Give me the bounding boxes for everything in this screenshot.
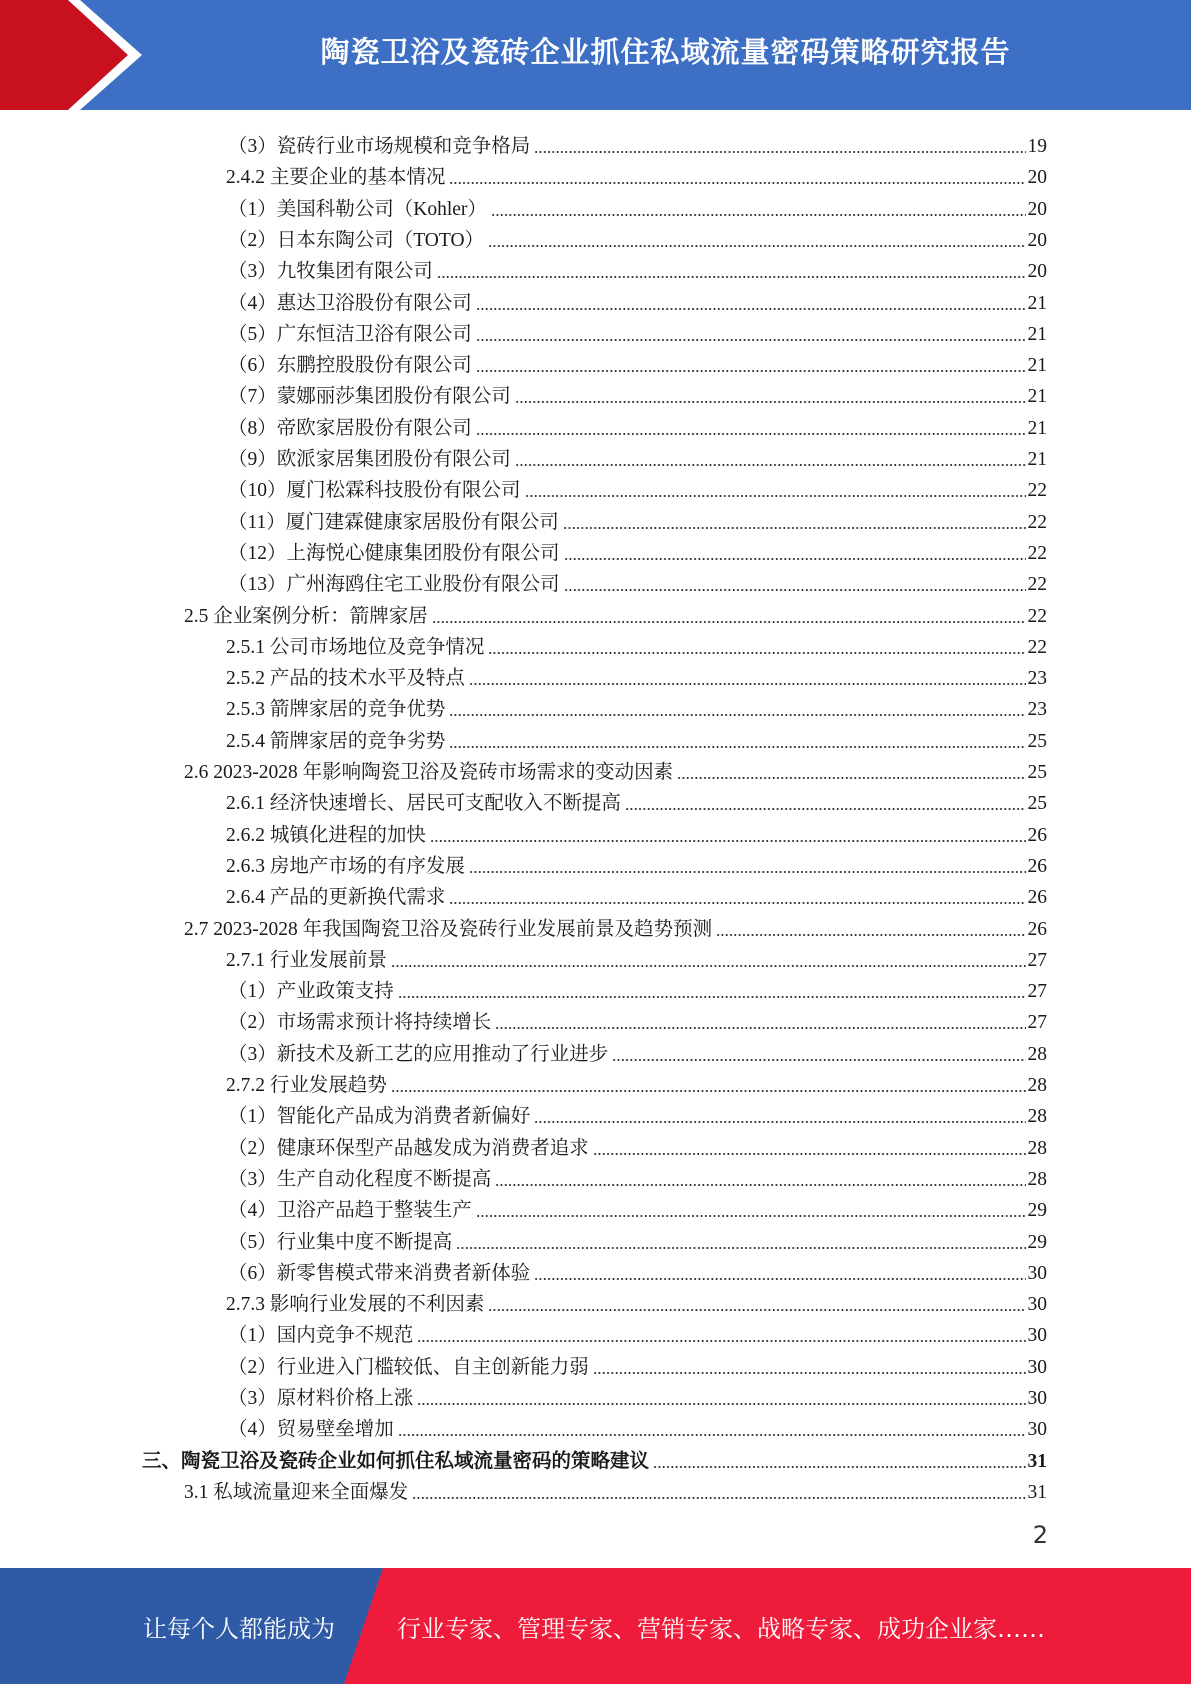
toc-entry-title: 2.5.1 公司市场地位及竞争情况 — [226, 636, 485, 658]
toc-dot-leader — [476, 307, 1026, 311]
toc-entry-title: （5）行业集中度不断提高 — [228, 1231, 453, 1253]
toc-entry-title: （1）美国科勒公司（Kohler） — [228, 198, 487, 220]
toc-dot-leader — [488, 651, 1025, 655]
toc-entry-page: 26 — [1027, 855, 1047, 877]
toc-entry-title: 3.1 私域流量迎来全面爆发 — [184, 1481, 409, 1503]
toc-entry[interactable] — [228, 1255, 1047, 1286]
toc-entry[interactable] — [226, 159, 1047, 190]
toc-entry[interactable] — [228, 347, 1047, 378]
toc-entry-page: 20 — [1027, 198, 1047, 220]
toc-dot-leader — [716, 933, 1025, 937]
toc-entry[interactable] — [228, 253, 1047, 284]
toc-entry-page: 29 — [1027, 1231, 1047, 1253]
toc-entry[interactable] — [228, 410, 1047, 441]
toc-entry-page: 21 — [1027, 449, 1047, 470]
toc-dot-leader — [417, 1402, 1025, 1406]
toc-entry-page: 30 — [1027, 1325, 1047, 1347]
toc-entry-title: （3）瓷砖行业市场规模和竞争格局 — [228, 136, 531, 157]
toc-entry[interactable] — [226, 785, 1047, 816]
toc-entry-page: 22 — [1027, 511, 1047, 533]
toc-dot-leader — [430, 839, 1026, 843]
toc-entry-title: （8）帝欧家居股份有限公司 — [228, 417, 472, 439]
toc-entry-page: 28 — [1027, 1137, 1047, 1159]
toc-entry-page: 26 — [1027, 887, 1047, 909]
toc-entry[interactable] — [184, 911, 1047, 942]
toc-dot-leader — [564, 588, 1026, 592]
toc-dot-leader — [391, 964, 1026, 968]
toc-entry-page: 28 — [1027, 1043, 1047, 1065]
toc-entry[interactable] — [228, 566, 1047, 597]
toc-entry-title: （4）惠达卫浴股份有限公司 — [228, 292, 472, 314]
toc-entry-page: 21 — [1027, 355, 1047, 377]
toc-entry[interactable] — [228, 316, 1047, 347]
toc-dot-leader — [476, 1214, 1026, 1218]
toc-entry-title: （2）日本东陶公司（TOTO） — [228, 229, 485, 251]
toc-entry-title: （2）行业进入门槛较低、自主创新能力弱 — [228, 1356, 589, 1378]
toc-entry-page: 28 — [1027, 1106, 1047, 1128]
toc-entry-page: 30 — [1027, 1419, 1047, 1441]
toc-entry-title: 2.5 企业案例分析：箭牌家居 — [184, 605, 428, 627]
toc-entry-title: 2.7 2023-2028 年我国陶瓷卫浴及瓷砖行业发展前景及趋势预测 — [184, 918, 713, 940]
toc-dot-leader — [593, 1371, 1026, 1375]
toc-entry[interactable] — [226, 691, 1047, 722]
toc-entry[interactable] — [226, 629, 1047, 660]
footer-slogan-right: 行业专家、管理专家、营销专家、战略专家、成功企业家…… — [397, 1614, 1045, 1643]
toc-entry-page: 30 — [1027, 1294, 1047, 1316]
toc-entry-title: （9）欧派家居集团股份有限公司 — [228, 449, 511, 470]
toc-entry-page: 30 — [1027, 1262, 1047, 1284]
toc-entry[interactable] — [226, 879, 1047, 910]
toc-entry-page: 19 — [1027, 136, 1047, 157]
toc-entry[interactable] — [184, 754, 1047, 785]
toc-entry-title: 2.5.4 箭牌家居的竞争劣势 — [226, 730, 446, 752]
toc-entry[interactable] — [184, 1474, 1047, 1505]
toc-entry[interactable] — [228, 1224, 1047, 1255]
toc-dot-leader — [515, 463, 1026, 467]
toc-entry-page: 22 — [1027, 636, 1047, 658]
toc-dot-leader — [488, 244, 1025, 248]
toc-entry[interactable] — [228, 1349, 1047, 1380]
toc-dot-leader — [469, 870, 1026, 874]
toc-entry[interactable] — [228, 128, 1047, 159]
toc-entry-title: （13）广州海鸥住宅工业股份有限公司 — [228, 574, 560, 596]
toc-entry-page: 25 — [1027, 730, 1047, 752]
toc-entry-page: 20 — [1027, 167, 1047, 189]
toc-entry[interactable] — [226, 660, 1047, 691]
toc-entry-title: （7）蒙娜丽莎集团股份有限公司 — [228, 386, 511, 408]
toc-dot-leader — [432, 620, 1026, 624]
toc-entry-title: 2.6.4 产品的更新换代需求 — [226, 887, 446, 909]
toc-dot-leader — [564, 557, 1026, 561]
document-title: 陶瓷卫浴及瓷砖企业抓住私域流量密码策略研究报告 — [320, 34, 1011, 69]
footer-slogan-left: 让每个人都能成为 — [143, 1614, 335, 1643]
toc-entry-page: 31 — [1027, 1450, 1047, 1472]
toc-entry-page: 21 — [1027, 386, 1047, 408]
toc-entry-page: 23 — [1027, 668, 1047, 690]
toc-entry-title: （4）卫浴产品趋于整装生产 — [228, 1200, 472, 1222]
toc-entry-title: （2）健康环保型产品越发成为消费者追求 — [228, 1137, 589, 1159]
toc-entry-page: 27 — [1027, 949, 1047, 971]
toc-entry-page: 28 — [1027, 1168, 1047, 1190]
toc-dot-leader — [593, 1152, 1026, 1156]
toc-dot-leader — [612, 1058, 1025, 1062]
toc-entry-title: （6）新零售模式带来消费者新体验 — [228, 1262, 531, 1284]
toc-entry-page: 20 — [1027, 229, 1047, 251]
toc-dot-leader — [495, 1026, 1025, 1030]
page-footer — [0, 1568, 1191, 1684]
toc-entry-title: （1）产业政策支持 — [228, 981, 394, 1003]
toc-entry-title: 2.6.3 房地产市场的有序发展 — [226, 855, 465, 877]
toc-entry-title: （2）市场需求预计将持续增长 — [228, 1012, 492, 1034]
toc-entry-page: 26 — [1027, 918, 1047, 940]
toc-dot-leader — [476, 369, 1026, 373]
toc-entry-title: 2.7.2 行业发展趋势 — [226, 1075, 387, 1096]
toc-entry-page: 22 — [1027, 480, 1047, 502]
toc-entry-title: 2.6 2023-2028 年影响陶瓷卫浴及瓷砖市场需求的变动因素 — [184, 762, 674, 783]
toc-dot-leader — [391, 1089, 1026, 1093]
toc-entry-page: 27 — [1027, 1012, 1047, 1034]
toc-entry-title: 三、陶瓷卫浴及瓷砖企业如何抓住私域流量密码的策略建议 — [142, 1450, 650, 1472]
toc-entry-title: （11）厦门建霖健康家居股份有限公司 — [228, 511, 559, 533]
toc-entry-title: （10）厦门松霖科技股份有限公司 — [228, 480, 521, 502]
toc-dot-leader — [515, 400, 1026, 404]
page-number: 2 — [1032, 1521, 1048, 1549]
toc-entry-title: （3）新技术及新工艺的应用推动了行业进步 — [228, 1043, 609, 1065]
toc-entry[interactable] — [228, 1317, 1047, 1348]
toc-dot-leader — [625, 807, 1026, 811]
toc-entry-title: （6）东鹏控股股份有限公司 — [228, 355, 472, 377]
toc-entry-title: 2.7.3 影响行业发展的不利因素 — [226, 1294, 485, 1316]
toc-entry-title: （3）原材料价格上涨 — [228, 1388, 414, 1409]
toc-entry-page: 20 — [1027, 261, 1047, 283]
toc-entry-title: 2.6.2 城镇化进程的加快 — [226, 824, 426, 846]
toc-entry-page: 27 — [1027, 981, 1047, 1003]
toc-entry[interactable] — [228, 1192, 1047, 1223]
toc-entry-page: 30 — [1027, 1388, 1047, 1409]
toc-entry[interactable] — [228, 472, 1047, 503]
toc-entry[interactable] — [228, 504, 1047, 535]
toc-dot-leader — [398, 995, 1026, 999]
toc-entry[interactable] — [226, 817, 1047, 848]
toc-dot-leader — [534, 150, 1025, 154]
toc-entry-title: （4）贸易壁垒增加 — [228, 1419, 394, 1441]
toc-entry-page: 30 — [1027, 1356, 1047, 1378]
toc-dot-leader — [563, 526, 1026, 530]
toc-entry[interactable] — [226, 1286, 1047, 1317]
toc-dot-leader — [525, 494, 1026, 498]
toc-entry-page: 21 — [1027, 323, 1047, 345]
toc-entry-title: （5）广东恒洁卫浴有限公司 — [228, 323, 472, 345]
toc-dot-leader — [653, 1465, 1025, 1469]
toc-entry[interactable] — [228, 222, 1047, 253]
toc-entry-title: （3）生产自动化程度不断提高 — [228, 1168, 492, 1190]
toc-entry-title: 2.7.1 行业发展前景 — [226, 949, 387, 971]
toc-dot-leader — [456, 1246, 1025, 1250]
toc-entry-title: （1）智能化产品成为消费者新偏好 — [228, 1106, 531, 1128]
toc-entry[interactable] — [228, 1380, 1047, 1411]
toc-dot-leader — [437, 275, 1026, 279]
toc-dot-leader — [449, 181, 1025, 185]
toc-entry[interactable] — [228, 1036, 1047, 1067]
toc-entry-page: 31 — [1027, 1481, 1047, 1503]
toc-dot-leader — [488, 1308, 1025, 1312]
toc-entry-title: 2.5.3 箭牌家居的竞争优势 — [226, 699, 446, 721]
toc-entry[interactable] — [228, 535, 1047, 566]
toc-entry-page: 22 — [1027, 542, 1047, 564]
toc-entry[interactable] — [226, 848, 1047, 879]
toc-entry-title: 2.4.2 主要企业的基本情况 — [226, 167, 446, 189]
toc-dot-leader — [534, 1120, 1025, 1124]
toc-dot-leader — [449, 713, 1025, 717]
toc-entry-title: （1）国内竞争不规范 — [228, 1325, 414, 1347]
toc-entry-page: 26 — [1027, 824, 1047, 846]
toc-entry[interactable] — [228, 1411, 1047, 1442]
toc-dot-leader — [534, 1277, 1025, 1281]
toc-dot-leader — [677, 776, 1025, 780]
toc-entry-title: （3）九牧集团有限公司 — [228, 261, 433, 283]
toc-dot-leader — [449, 901, 1025, 905]
toc-dot-leader — [491, 213, 1026, 217]
toc-entry-page: 28 — [1027, 1075, 1047, 1096]
toc-dot-leader — [495, 1183, 1025, 1187]
toc-entry[interactable] — [228, 191, 1047, 222]
toc-entry[interactable] — [228, 285, 1047, 316]
toc-entry[interactable] — [228, 1130, 1047, 1161]
toc-entry[interactable] — [226, 723, 1047, 754]
toc-dot-leader — [476, 432, 1026, 436]
toc-entry-title: （12）上海悦心健康集团股份有限公司 — [228, 542, 560, 564]
toc-entry[interactable] — [226, 1067, 1047, 1098]
toc-entry-title: 2.6.1 经济快速增长、居民可支配收入不断提高 — [226, 793, 621, 815]
toc-entry[interactable] — [142, 1443, 1047, 1474]
toc-entry-page: 22 — [1027, 574, 1047, 596]
toc-dot-leader — [398, 1433, 1026, 1437]
toc-entry-page: 21 — [1027, 417, 1047, 439]
toc-entry-page: 25 — [1027, 793, 1047, 815]
toc-entry-page: 22 — [1027, 605, 1047, 627]
toc-dot-leader — [449, 745, 1025, 749]
toc-dot-leader — [412, 1496, 1025, 1500]
toc-entry[interactable] — [228, 441, 1047, 472]
toc-entry-title: 2.5.2 产品的技术水平及特点 — [226, 668, 465, 690]
toc-entry[interactable] — [228, 1004, 1047, 1035]
toc-entry[interactable] — [184, 598, 1047, 629]
toc-dot-leader — [417, 1339, 1025, 1343]
toc-entry[interactable] — [228, 1161, 1047, 1192]
toc-dot-leader — [469, 682, 1026, 686]
toc-entry-page: 23 — [1027, 699, 1047, 721]
toc-dot-leader — [476, 338, 1026, 342]
toc-entry[interactable] — [228, 1098, 1047, 1129]
page-header — [0, 0, 1191, 110]
toc-entry[interactable] — [228, 378, 1047, 409]
toc-entry-page: 25 — [1027, 762, 1047, 783]
toc-entry-page: 29 — [1027, 1200, 1047, 1222]
toc-entry-page: 21 — [1027, 292, 1047, 314]
header-red-arrow-graphic — [0, 0, 150, 110]
toc-entry[interactable] — [228, 973, 1047, 1004]
toc-entry[interactable] — [226, 942, 1047, 973]
